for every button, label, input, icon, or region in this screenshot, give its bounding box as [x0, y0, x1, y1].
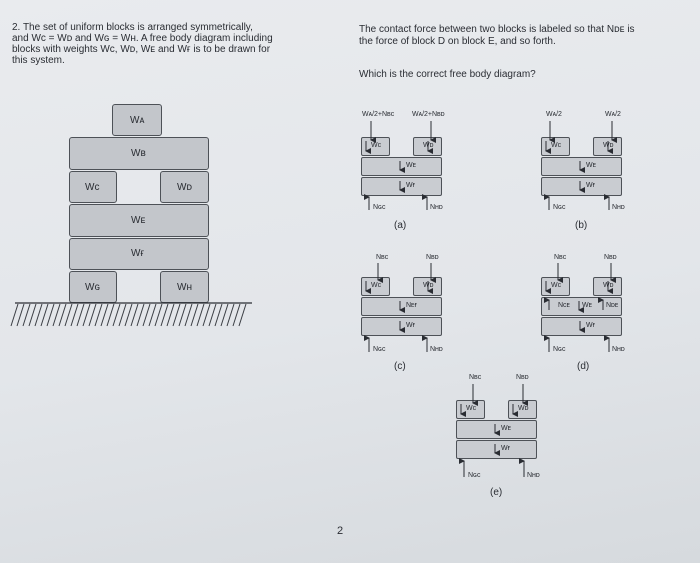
block-d-label: Wᴅ [177, 182, 192, 193]
fbd-d-top-right-label: Nʙᴅ [604, 254, 617, 261]
block-b-label: Wʙ [131, 148, 146, 159]
problem-text-4: this system. [12, 55, 65, 66]
fbd-c-bottom-left-label: Nɢᴄ [373, 346, 386, 353]
fbd-e-bottom-left-label: Nɢᴄ [468, 472, 481, 479]
contact-force-text-1: The contact force between two blocks is labeled so that Nᴅᴇ is [359, 24, 635, 35]
block-f-label: Wғ [131, 248, 145, 259]
block-g-label: Wɢ [85, 282, 101, 293]
problem-number: 2. [12, 22, 21, 33]
fbd-e-wf: Wғ [501, 445, 511, 452]
fbd-e-top-left-label: Nʙᴄ [469, 374, 482, 381]
problem-text-1: The set of uniform blocks is arranged symmetrically, [22, 22, 253, 33]
fbd-c-wf: Wғ [406, 322, 416, 329]
fbd-a-we: Wᴇ [406, 162, 417, 169]
fbd-e-wc: Wᴄ [466, 405, 477, 412]
fbd-a-wd: Wᴅ [423, 142, 434, 149]
block-c-label: Wᴄ [85, 182, 100, 193]
fbd-c-wd: Wᴅ [423, 282, 434, 289]
fbd-a-bottom-left-label: Nɢᴄ [373, 204, 386, 211]
fbd-c-top-left-label: Nʙᴄ [376, 254, 389, 261]
fbd-e-wd: Wᴅ [518, 405, 529, 412]
block-e-label: Wᴇ [131, 215, 146, 226]
page-number: 2 [337, 525, 344, 537]
fbd-b-label: (b) [575, 220, 588, 231]
fbd-c-label: (c) [394, 361, 406, 372]
fbd-a-top-right-label: Wᴀ/2+Nʙᴅ [412, 111, 445, 118]
fbd-b-top-left-label: Wᴀ/2 [546, 111, 562, 118]
fbd-e-bottom-right-label: Nʜᴅ [527, 472, 540, 479]
question-text: Which is the correct free body diagram? [359, 69, 536, 80]
fbd-a-top-left-label: Wᴀ/2+Nʙᴄ [362, 111, 395, 118]
fbd-d-wf: Wғ [586, 322, 596, 329]
block-h-label: Wʜ [177, 282, 192, 293]
fbd-d-we: Wᴇ [582, 302, 593, 309]
fbd-b-wc: Wᴄ [551, 142, 562, 149]
fbd-d-top-left-label: Nʙᴄ [554, 254, 567, 261]
fbd-e-label: (e) [490, 487, 503, 498]
fbd-b-we: Wᴇ [586, 162, 597, 169]
fbd-d-label: (d) [577, 361, 590, 372]
fbd-c-bottom-right-label: Nʜᴅ [430, 346, 443, 353]
fbd-b-top-right-label: Wᴀ/2 [605, 111, 621, 118]
fbd-d-bottom-left-label: Nɢᴄ [553, 346, 566, 353]
fbd-d-nde: Nᴅᴇ [606, 302, 619, 309]
problem-text-3: blocks with weights Wᴄ, Wᴅ, Wᴇ and Wғ is to be drawn for [12, 44, 271, 55]
fbd-a-wf: Wғ [406, 182, 416, 189]
fbd-e-top-right-label: Nʙᴅ [516, 374, 529, 381]
fbd-d-bottom-right-label: Nʜᴅ [612, 346, 625, 353]
fbd-b-bottom-right-label: Nʜᴅ [612, 204, 625, 211]
fbd-d-wd: Wᴅ [603, 282, 614, 289]
fbd-d-wc: Wᴄ [551, 282, 562, 289]
problem-text-2: and Wᴄ = Wᴅ and Wɢ = Wʜ. A free body diagram including [12, 33, 273, 44]
fbd-c-wc: Wᴄ [371, 282, 382, 289]
fbd-e-we: Wᴇ [501, 425, 512, 432]
fbd-a-bottom-right-label: Nʜᴅ [430, 204, 443, 211]
fbd-a-wc: Wᴄ [371, 142, 382, 149]
fbd-b-bottom-left-label: Nɢᴄ [553, 204, 566, 211]
fbd-b-wf: Wғ [586, 182, 596, 189]
fbd-d-nce: Nᴄᴇ [558, 302, 570, 309]
fbd-b-wd: Wᴅ [603, 142, 614, 149]
contact-force-text-2: the force of block D on block E, and so forth. [359, 36, 556, 47]
fbd-c-nef: Nᴇғ [406, 302, 418, 309]
block-a-label: Wᴀ [130, 115, 145, 126]
fbd-c-top-right-label: Nʙᴅ [426, 254, 439, 261]
fbd-a-label: (a) [394, 220, 407, 231]
